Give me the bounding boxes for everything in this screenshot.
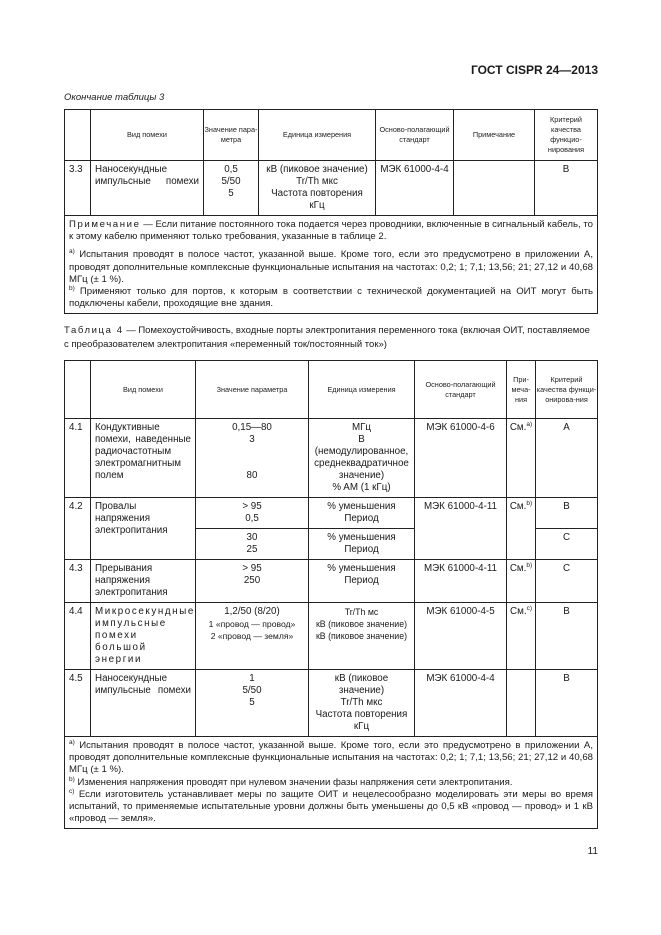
row-note <box>507 498 536 560</box>
row-note <box>507 419 536 498</box>
value-line: 25 <box>246 544 258 555</box>
table-row <box>65 498 598 529</box>
header-notes: При-меча-ния <box>507 361 536 419</box>
footnote-b-mark: b) <box>69 775 75 783</box>
row-units <box>309 603 415 670</box>
header-phenomenon: Вид помехи <box>91 110 204 161</box>
footnote-a: Испытания проводят в полосе частот, указанной выше. Кроме того, если это предусмотрено в приложении А, проводят дополнительные комплексные функциональные испытания на частотах: 0,2; 1; 7,1; 13,56; 21; 27,12 и 40,68 МГц (± 1 %). <box>69 249 593 285</box>
table3-notes <box>65 216 598 314</box>
table4-notes <box>65 737 598 829</box>
row-criterion: B <box>535 161 598 216</box>
value-line: 1 <box>249 673 255 684</box>
header-standard: Осново-полагающий стандарт <box>376 110 454 161</box>
table-row <box>65 670 598 737</box>
footnote-a-mark: а) <box>69 739 75 746</box>
table3-notes-row <box>65 216 598 314</box>
unit-line: Tr/Th мс <box>344 607 379 617</box>
row-standard: МЭК 61000-4-5 <box>415 603 507 670</box>
page-number: 11 <box>587 846 598 857</box>
table4-header-row <box>65 361 598 419</box>
value-line: 0,15—80 <box>232 422 272 433</box>
unit-line: Период <box>344 544 379 555</box>
unit-line: % AM (1 кГц) <box>332 482 391 493</box>
footnote-b: Применяют только для портов, к которым в соответствии с технической документацией на ОИТ могут быть подключены кабели, проходящие вне здания. <box>69 286 593 310</box>
row-values <box>196 560 309 603</box>
unit-line: % уменьшения <box>327 532 396 543</box>
note-label: Примечание <box>69 219 141 230</box>
row-standard: МЭК 61000-4-11 <box>415 498 507 560</box>
table-row <box>65 161 598 216</box>
value-line: 80 <box>246 470 258 481</box>
value-line: 30 <box>246 532 258 543</box>
header-remark: Примечание <box>454 110 535 161</box>
row-units <box>309 498 415 529</box>
value-line: 0,5 <box>224 164 238 175</box>
row-criterion: B <box>536 670 598 737</box>
unit-line: Частота повторения <box>271 188 363 199</box>
value-line: > 95 <box>242 563 262 574</box>
header-value: Значение пара-метра <box>204 110 259 161</box>
row-num: 4.3 <box>65 560 91 603</box>
value-line: 0,5 <box>245 513 259 524</box>
header-unit: Единица измерения <box>259 110 376 161</box>
row-criterion: A <box>536 419 598 498</box>
unit-line: кВ (пиковое значение) <box>334 673 389 696</box>
row-criterion: C <box>536 529 598 560</box>
unit-line: Период <box>344 513 379 524</box>
row-criterion: B <box>536 603 598 670</box>
header-standard: Осново-полагающий стандарт <box>415 361 507 419</box>
row-note <box>507 670 536 737</box>
row-phenomenon: Прерывания напряжения электропитания <box>91 560 196 603</box>
value-line: 3 <box>249 434 255 445</box>
table3-caption: Окончание таблицы 3 <box>64 92 165 103</box>
value-line: 1,2/50 (8/20) <box>224 606 280 617</box>
header-value: Значение параметра <box>196 361 309 419</box>
row-phenomenon: Кондуктивные помехи, наведенные радиочастотным электромагнитным полем <box>91 419 196 498</box>
table4 <box>64 360 598 829</box>
row-standard: МЭК 61000-4-6 <box>415 419 507 498</box>
footnote-b-mark: b) <box>69 285 75 293</box>
unit-line: кГц <box>353 721 370 732</box>
value-line: 5/50 <box>221 176 241 187</box>
row-num: 3.3 <box>65 161 91 216</box>
row-values <box>196 498 309 529</box>
table4-notes-row <box>65 737 598 829</box>
unit-line: % уменьшения <box>327 563 396 574</box>
row-values <box>196 603 309 670</box>
header-unit: Единица измерения <box>309 361 415 419</box>
table4-caption-text: — Помехоустойчивость, входные порты электропитания переменного тока (включая ОИТ, поставляемое с преобразователем электропитания «переменный ток/постоянный ток») <box>64 325 590 350</box>
row-phenomenon: Наносекундные импульсные помехи <box>91 161 204 216</box>
table-row <box>65 560 598 603</box>
table4-caption <box>64 324 597 352</box>
document-standard-title: ГОСТ CISPR 24—2013 <box>470 63 598 77</box>
unit-line: кВ (пиковое значение) <box>315 619 408 629</box>
row-units <box>309 560 415 603</box>
row-values <box>196 419 309 498</box>
note-ref: См. <box>509 563 527 574</box>
value-line: 1 «провод — провод» <box>208 619 296 629</box>
value-line: 2 «провод — земля» <box>210 631 294 641</box>
footnote-c: Если изготовитель устанавливает меры по защите ОИТ и нецелесообразно моделировать эти меры во время испытаний, то применяемые испытательные уровни должны быть уменьшены до 0,5 кВ «провод — провод» и 1 кВ «провод — земля». <box>69 788 593 825</box>
value-line <box>200 458 304 470</box>
row-standard: МЭК 61000-4-11 <box>415 560 507 603</box>
header-criterion: Критерий качества функци-онирова-ния <box>536 361 598 419</box>
table3 <box>64 109 598 314</box>
row-criterion: C <box>536 560 598 603</box>
note-ref: См. <box>509 501 527 512</box>
value-line: 5 <box>228 188 234 199</box>
row-num: 4.5 <box>65 670 91 737</box>
unit-line: Частота повторения <box>315 709 408 720</box>
table3-header-row <box>65 110 598 161</box>
row-values <box>196 670 309 737</box>
row-phenomenon: Микросекундные импульсные помехи большой энергии <box>91 603 196 670</box>
footnote-b: Изменения напряжения проводят при нулевом значении фазы напряжения сети электропитания. <box>77 776 513 788</box>
row-units <box>309 529 415 560</box>
row-units <box>259 161 376 216</box>
unit-line: кВ (пиковое значение) <box>315 631 408 641</box>
row-num: 4.1 <box>65 419 91 498</box>
unit-line: кГц <box>309 200 325 211</box>
row-remark <box>454 161 535 216</box>
row-note <box>507 603 536 670</box>
unit-line: В (немодулированное, среднеквадратичное значение) <box>314 434 409 481</box>
footnote-a: Испытания проводят в полосе частот, указанной выше. Кроме того, если это предусмотрено в приложении А, проводят дополнительные комплексные функциональные испытания на частотах: 0,2; 1; 7,1; 13,56; 21; 27,12 и 40,68 МГц (± 1 %). <box>69 740 593 776</box>
note-sup: b) <box>526 562 533 569</box>
footnote-a-mark: а) <box>69 248 75 256</box>
value-line <box>200 446 304 458</box>
value-line: > 95 <box>242 501 262 512</box>
unit-line: кВ (пиковое значение) <box>266 164 368 175</box>
row-values <box>196 529 309 560</box>
note-ref: См. <box>510 606 527 617</box>
table4-caption-label: Таблица 4 <box>64 325 124 336</box>
row-phenomenon: Провалы напряжения электропитания <box>91 498 196 560</box>
row-standard: МЭК 61000-4-4 <box>376 161 454 216</box>
header-criterion: Критерий качества функцио-нирования <box>535 110 598 161</box>
value-line: 5 <box>249 697 255 708</box>
row-units <box>309 419 415 498</box>
unit-line: МГц <box>351 422 372 433</box>
row-units <box>309 670 415 737</box>
header-num <box>65 361 91 419</box>
note-sup: а) <box>526 421 533 428</box>
row-values <box>204 161 259 216</box>
table-row <box>65 419 598 498</box>
unit-line: Tr/Th мкс <box>296 176 338 187</box>
value-line: 5/50 <box>242 685 262 696</box>
unit-line: Tr/Th мкс <box>340 697 383 708</box>
value-line: 250 <box>243 575 261 586</box>
row-note <box>507 560 536 603</box>
note-ref: См. <box>509 422 527 433</box>
row-phenomenon: Наносекундные импульсные помехи <box>91 670 196 737</box>
unit-line: Период <box>344 575 379 586</box>
note-text: — Если питание постоянного тока подается через проводники, включенные в сигнальный кабель, то к этому кабелю применяют только требования, указанные в таблице 2. <box>69 219 593 243</box>
row-standard: МЭК 61000-4-4 <box>415 670 507 737</box>
note-sup: b) <box>526 500 533 507</box>
table-row <box>65 603 598 670</box>
header-num <box>65 110 91 161</box>
header-phenomenon: Вид помехи <box>91 361 196 419</box>
unit-line: % уменьшения <box>327 501 396 512</box>
row-num: 4.4 <box>65 603 91 670</box>
row-criterion: B <box>536 498 598 529</box>
note-sup: c) <box>526 605 532 612</box>
row-num: 4.2 <box>65 498 91 560</box>
footnote-c-mark: c) <box>69 787 75 795</box>
